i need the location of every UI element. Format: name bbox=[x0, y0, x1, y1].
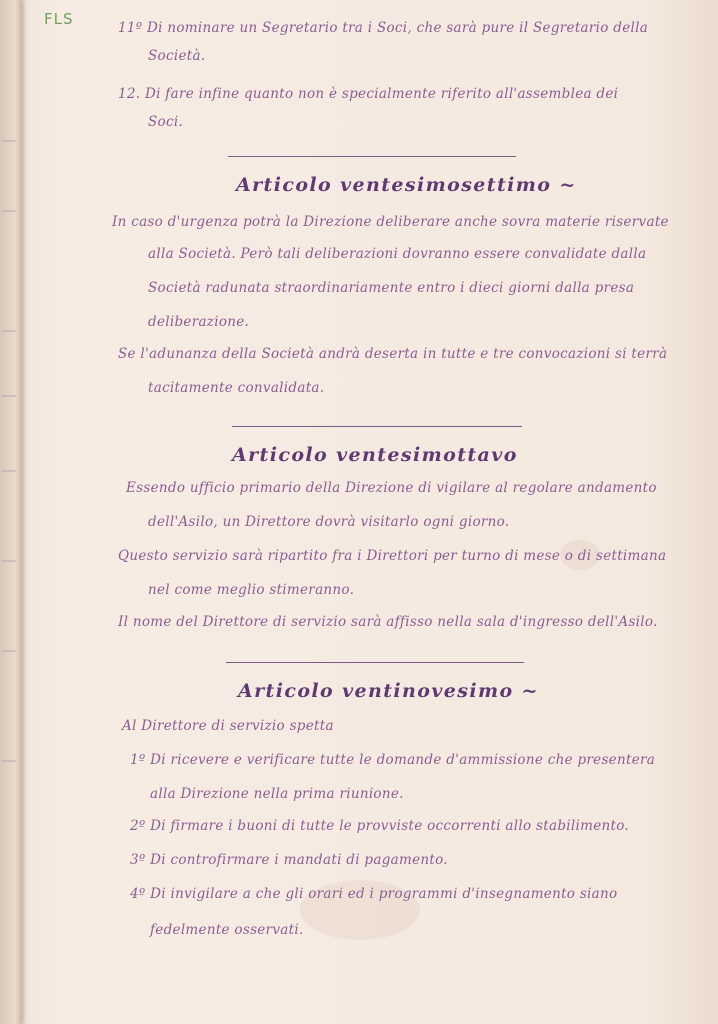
article-29-item-4-line-2: fedelmente osservati. bbox=[150, 922, 304, 938]
section-divider bbox=[228, 156, 516, 157]
item-12-line-1: 12. Di fare infine quanto non è specialmente riferito all'assemblea dei bbox=[118, 86, 619, 102]
article-27-p1-line-2: alla Società. Però tali deliberazioni dovranno essere convalidate dalla bbox=[148, 246, 647, 262]
article-28-p3-line-1: Il nome del Direttore di servizio sarà affisso nella sala d'ingresso dell'Asilo. bbox=[118, 614, 658, 630]
article-29-item-1-line-2: alla Direzione nella prima riunione. bbox=[150, 786, 404, 802]
article-28-title: Articolo ventesimottavo bbox=[232, 444, 518, 466]
article-29-item-1-line-1: 1º Di ricevere e verificare tutte le domande d'ammissione che presentera bbox=[130, 752, 656, 768]
article-29-intro: Al Direttore di servizio spetta bbox=[122, 718, 334, 734]
article-29-item-2: 2º Di firmare i buoni di tutte le provviste occorrenti allo stabilimento. bbox=[130, 818, 630, 834]
article-27-p1-line-4: deliberazione. bbox=[148, 314, 250, 330]
article-28-p1-line-1: Essendo ufficio primario della Direzione di vigilare al regolare andamento bbox=[126, 480, 657, 496]
article-28-p2-line-1: Questo servizio sarà ripartito fra i Direttori per turno di mese o di settimana bbox=[118, 548, 667, 564]
article-28-p2-line-2: nel come meglio stimeranno. bbox=[148, 582, 355, 598]
article-27-p2-line-2: tacitamente convalidata. bbox=[148, 380, 325, 396]
article-27-p2-line-1: Se l'adunanza della Società andrà deserta in tutte e tre convocazioni si terrà bbox=[118, 346, 668, 362]
article-29-item-3: 3º Di controfirmare i mandati di pagamento. bbox=[130, 852, 448, 868]
section-divider bbox=[232, 426, 522, 427]
item-12-line-2: Soci. bbox=[148, 114, 184, 130]
section-divider bbox=[226, 662, 524, 663]
adjacent-page-edge bbox=[0, 0, 22, 1024]
item-11-line-1: 11º Di nominare un Segretario tra i Soci, che sarà pure il Segretario della bbox=[118, 20, 649, 36]
article-27-p1-line-1: In caso d'urgenza potrà la Direzione deliberare anche sovra materie riservate bbox=[112, 214, 669, 230]
article-29-item-4-line-1: 4º Di invigilare a che gli orari ed i programmi d'insegnamento siano bbox=[130, 886, 618, 902]
article-27-p1-line-3: Società radunata straordinariamente entro i dieci giorni dalla presa bbox=[148, 280, 635, 296]
archive-watermark: FLS bbox=[44, 10, 74, 28]
article-28-p1-line-2: dell'Asilo, un Direttore dovrà visitarlo ogni giorno. bbox=[148, 514, 510, 530]
article-27-title: Articolo ventesimosettimo ~ bbox=[236, 174, 577, 196]
item-11-line-2: Società. bbox=[148, 48, 206, 64]
article-29-title: Articolo ventinovesimo ~ bbox=[238, 680, 539, 702]
